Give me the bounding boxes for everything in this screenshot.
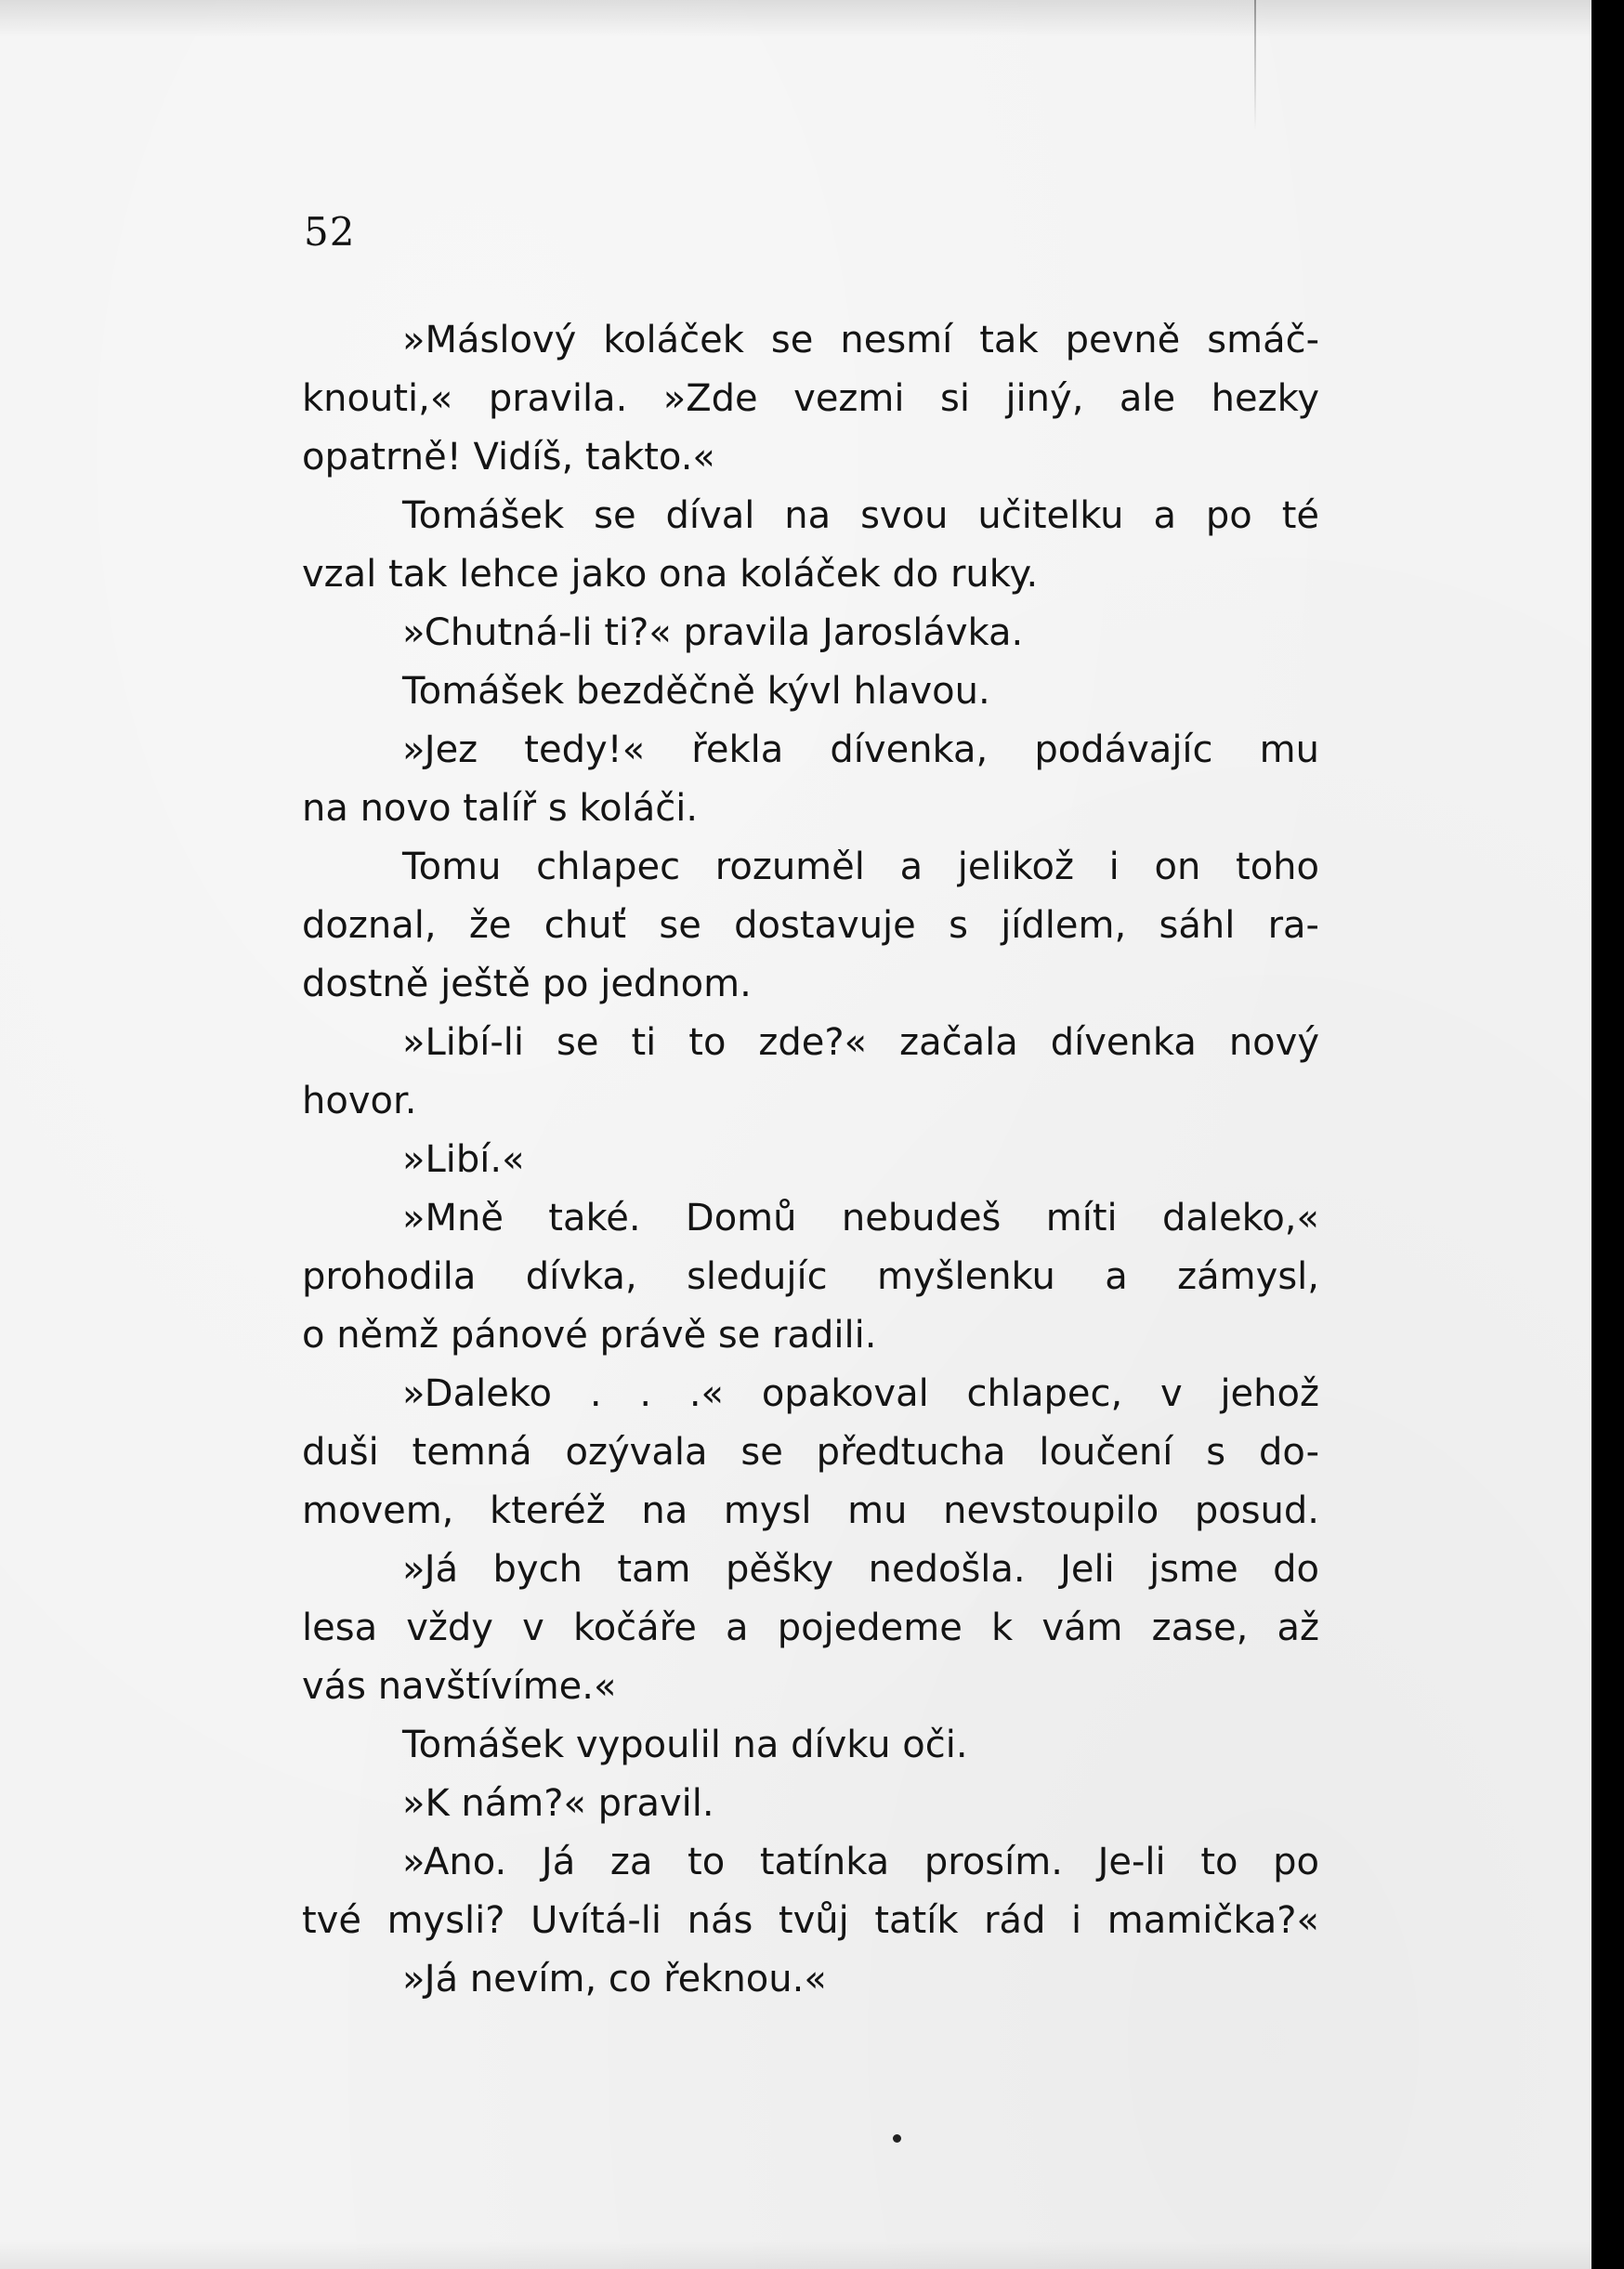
text-line: doznal, že chuť se dostavuje s jídlem, sáhl ra- (302, 904, 1319, 947)
text-line: »Mně také. Domů nebudeš míti daleko,« (402, 1197, 1319, 1239)
text-line: vás navštívíme.« (302, 1665, 617, 1708)
scan-border (1591, 0, 1624, 2269)
text-line: knouti,« pravila. »Zde vezmi si jiný, ale hezky (302, 377, 1319, 420)
page-crease (1254, 0, 1256, 130)
text-line: Tomášek bezděčně kývl hlavou. (402, 670, 990, 713)
ink-speck (893, 2134, 901, 2143)
text-line: o němž pánové právě se radili. (302, 1314, 877, 1357)
text-line: »Jez tedy!« řekla dívenka, podávajíc mu (402, 728, 1319, 771)
text-line: opatrně! Vidíš, takto.« (302, 436, 715, 479)
text-line: »Libí-li se ti to zde?« začala dívenka nový (402, 1021, 1319, 1064)
text-line: lesa vždy v kočáře a pojedeme k vám zase, až (302, 1607, 1319, 1649)
text-line: Tomu chlapec rozuměl a jelikož i on toho (402, 846, 1319, 888)
text-line: Tomášek se díval na svou učitelku a po té (402, 494, 1319, 537)
text-line: prohodila dívka, sledujíc myšlenku a zámysl, (302, 1255, 1319, 1298)
page-top-shadow (0, 0, 1591, 37)
text-line: »K nám?« pravil. (402, 1782, 714, 1825)
text-line: dostně ještě po jednom. (302, 963, 752, 1005)
text-line: movem, kteréž na mysl mu nevstoupilo posud. (302, 1489, 1319, 1532)
text-line: Tomášek vypoulil na dívku oči. (402, 1724, 968, 1766)
text-line: na novo talíř s koláči. (302, 787, 699, 830)
text-line: »Ano. Já za to tatínka prosím. Je-li to po (402, 1841, 1319, 1883)
text-line: hovor. (302, 1080, 417, 1122)
page-number: 52 (304, 209, 356, 255)
text-line: »Daleko . . .« opakoval chlapec, v jehož (402, 1372, 1319, 1415)
text-line: duši temná ozývala se předtucha loučení s do- (302, 1431, 1319, 1474)
text-line: tvé mysli? Uvítá-li nás tvůj tatík rád i mamička?« (302, 1899, 1319, 1942)
text-line: »Já nevím, co řeknou.« (402, 1958, 827, 2000)
text-line: »Máslový koláček se nesmí tak pevně smáč- (402, 319, 1319, 361)
text-line: »Chutná-li ti?« pravila Jaroslávka. (402, 611, 1024, 654)
text-line: »Libí.« (402, 1138, 525, 1181)
page-bottom-shadow (0, 2241, 1591, 2269)
text-line: vzal tak lehce jako ona koláček do ruky. (302, 553, 1039, 596)
text-line: »Já bych tam pěšky nedošla. Jeli jsme do (402, 1548, 1319, 1591)
body-text (302, 311, 1319, 2009)
